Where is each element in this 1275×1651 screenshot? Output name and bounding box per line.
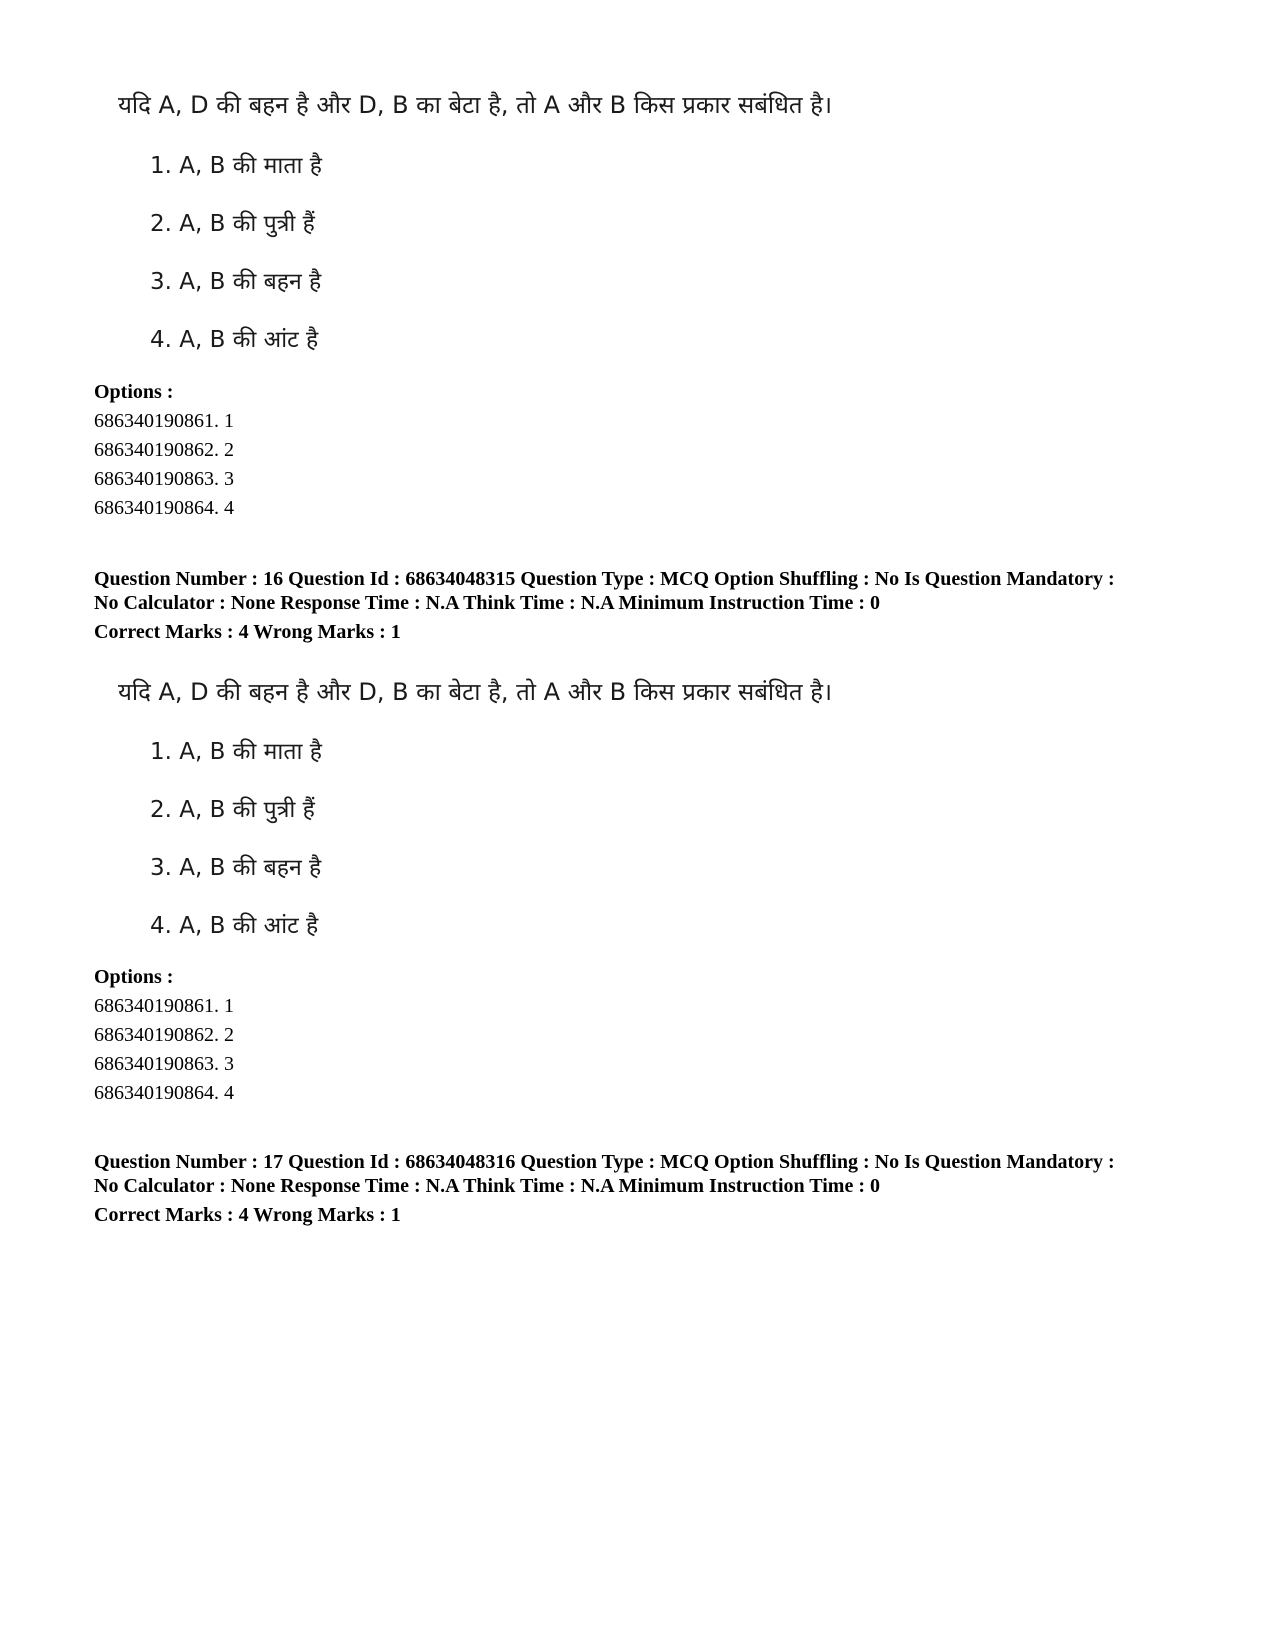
question-stem: यदि A, D की बहन है और D, B का बेटा है, तो A और B किस प्रकार सबंधित है। [118,91,833,119]
option-line-3: 686340190863. 3 [94,468,234,490]
question-choice-4: 4. A, B की आंट है [150,327,319,353]
options-label: Options : [94,381,174,403]
options-label: Options : [94,966,174,988]
question-choice-2: 2. A, B की पुत्री हैं [150,797,315,823]
question-marks: Correct Marks : 4 Wrong Marks : 1 [94,1204,401,1226]
question-stem: यदि A, D की बहन है और D, B का बेटा है, तो A और B किस प्रकार सबंधित है। [118,678,833,706]
question-meta-line-2: No Calculator : None Response Time : N.A Think Time : N.A Minimum Instruction Time : 0 [94,592,880,614]
question-meta-line-1: Question Number : 16 Question Id : 68634048315 Question Type : MCQ Option Shuffling : No Is Question Mandatory : [94,568,1115,590]
question-meta [94,567,1214,615]
option-line-4: 686340190864. 4 [94,1082,234,1104]
option-line-2: 686340190862. 2 [94,439,234,461]
question-marks: Correct Marks : 4 Wrong Marks : 1 [94,621,401,643]
question-choice-2: 2. A, B की पुत्री हैं [150,211,315,237]
question-choice-4: 4. A, B की आंट है [150,913,319,939]
option-line-3: 686340190863. 3 [94,1053,234,1075]
question-meta-line-1: Question Number : 17 Question Id : 68634048316 Question Type : MCQ Option Shuffling : No Is Question Mandatory : [94,1151,1115,1173]
option-line-1: 686340190861. 1 [94,995,234,1017]
question-meta-line-2: No Calculator : None Response Time : N.A Think Time : N.A Minimum Instruction Time : 0 [94,1175,880,1197]
question-choice-3: 3. A, B की बहन है [150,269,322,295]
question-choice-3: 3. A, B की बहन है [150,855,322,881]
option-line-2: 686340190862. 2 [94,1024,234,1046]
question-meta [94,1150,1214,1198]
question-choice-1: 1. A, B की माता है [150,153,322,179]
option-line-1: 686340190861. 1 [94,410,234,432]
option-line-4: 686340190864. 4 [94,497,234,519]
question-choice-1: 1. A, B की माता है [150,739,322,765]
